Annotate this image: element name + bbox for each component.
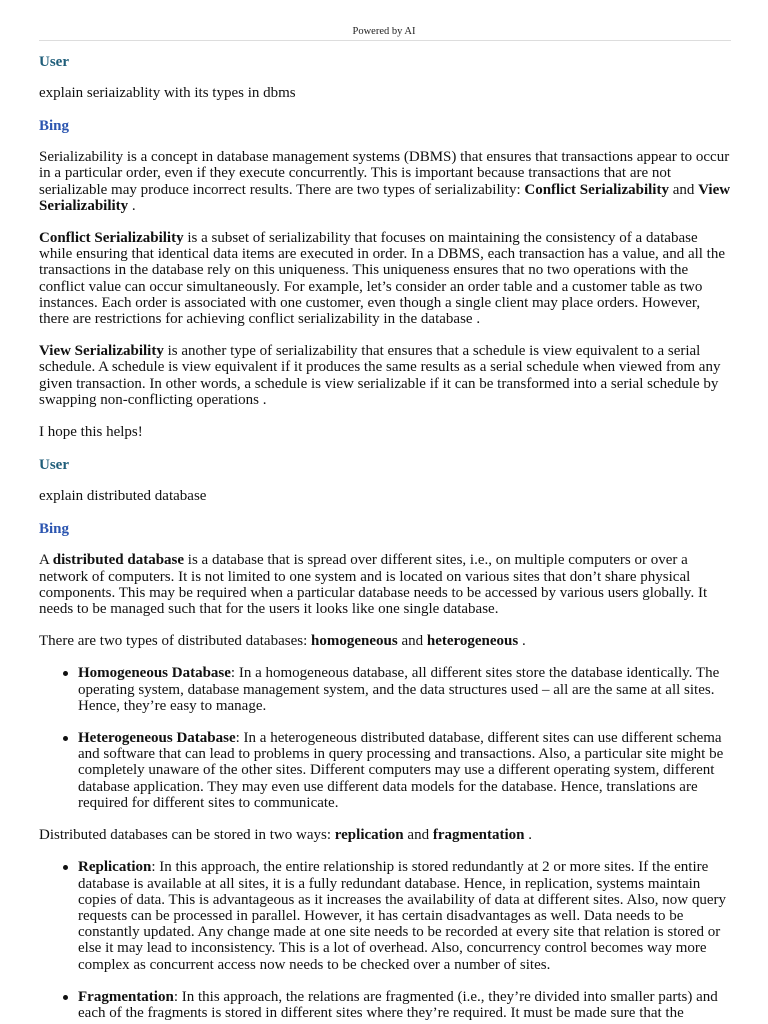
conversation-content [39, 53, 733, 1021]
list-item: Homogeneous Database: In a homogeneous database, all different sites store the database identically. The operating system, database management system, and the data structures used – all are the same at all sites. Hence, they’re easy to manage. [78, 665, 733, 714]
bing-paragraph: A distributed database is a database that is spread over different sites, i.e., on multiple computers or over a network of computers. It is not limited to one system and is located on various sites that don’t share physical components. This may be required when a particular database needs to be accessed by various users globally. It needs to be managed such that for the users it looks like one single database. [39, 552, 708, 618]
bing-paragraph: There are two types of distributed databases: homogeneous and heterogeneous . [39, 633, 526, 650]
user-message: explain seriaizablity with its types in dbms [39, 85, 296, 101]
list-item: Replication: In this approach, the entire relationship is stored redundantly at 2 or more sites. If the entire database is available at all sites, it is a fully redundant database. Hence, in replication, systems maintain copies of data. This is advantageous as it increases the availability of data at different sites. Also, now query requests can be processed in parallel. However, it has certain disadvantages as well. Data needs to be constantly updated. Any change made at one site needs to be recorded at every site that relation is stored or else it may lead to inconsistency. This is a lot of overhead. Also, concurrency control becomes way more complex as concurrent access now needs to be checked over a number of sites. [78, 859, 733, 972]
bing-paragraph: Distributed databases can be stored in two ways: replication and fragmentation . [39, 827, 532, 844]
bing-paragraph: Serializability is a concept in database management systems (DBMS) that ensures that transactions appear to occur in a particular order, even if they execute concurrently. This is important because transactions that are not serializable may produce incorrect results. There are two types of serializability: Conflict Serializability and View Serializability . [39, 149, 731, 214]
bing-paragraph: View Serializability is another type of serializability that ensures that a schedule is view equivalent to a serial schedule. A schedule is view equivalent if it produces the same results as a serial schedule when viewed from any given transaction. In other words, a schedule is view serializable if it can be transformed into a serial schedule by swapping non-conflicting operations . [39, 343, 721, 408]
storage-methods-list [39, 859, 733, 1021]
list-item: Fragmentation: In this approach, the relations are fragmented (i.e., they’re divided into smaller parts) and each of the fragments is stored in different sites where they’re required. It must be made sure that the [78, 989, 733, 1021]
header-divider [39, 40, 731, 41]
speaker-label-user: User [39, 457, 69, 474]
speaker-label-user: User [39, 54, 69, 70]
speaker-label-bing: Bing [39, 118, 70, 135]
list-item: Heterogeneous Database: In a heterogeneous distributed database, different sites can use different schema and software that can lead to problems in query processing and transactions. Also, a particular site might be completely unaware of the other sites. Different computers may use a different operating system, different database application. They may even use different data models for the database. Hence, translations are required for different sites to communicate. [78, 730, 733, 811]
powered-by-header: Powered by AI [352, 26, 416, 37]
bing-paragraph: Conflict Serializability is a subset of serializability that focuses on maintaining the consistency of a database while ensuring that identical data items are executed in order. In a DBMS, each transaction has a value, and all the transactions in the database rely on this uniqueness. This uniqueness ensures that no two operations with the conflict value can occur simultaneously. For example, let’s consider an order table and a customer table as two instances. Each order is associated with one customer, even though a single client may place orders. However, there are restrictions for achieving conflict serializability in the database . [39, 230, 726, 328]
speaker-label-bing: Bing [39, 521, 70, 538]
bing-paragraph: I hope this helps! [39, 424, 143, 441]
user-message: explain distributed database [39, 488, 207, 505]
database-types-list [39, 665, 733, 811]
